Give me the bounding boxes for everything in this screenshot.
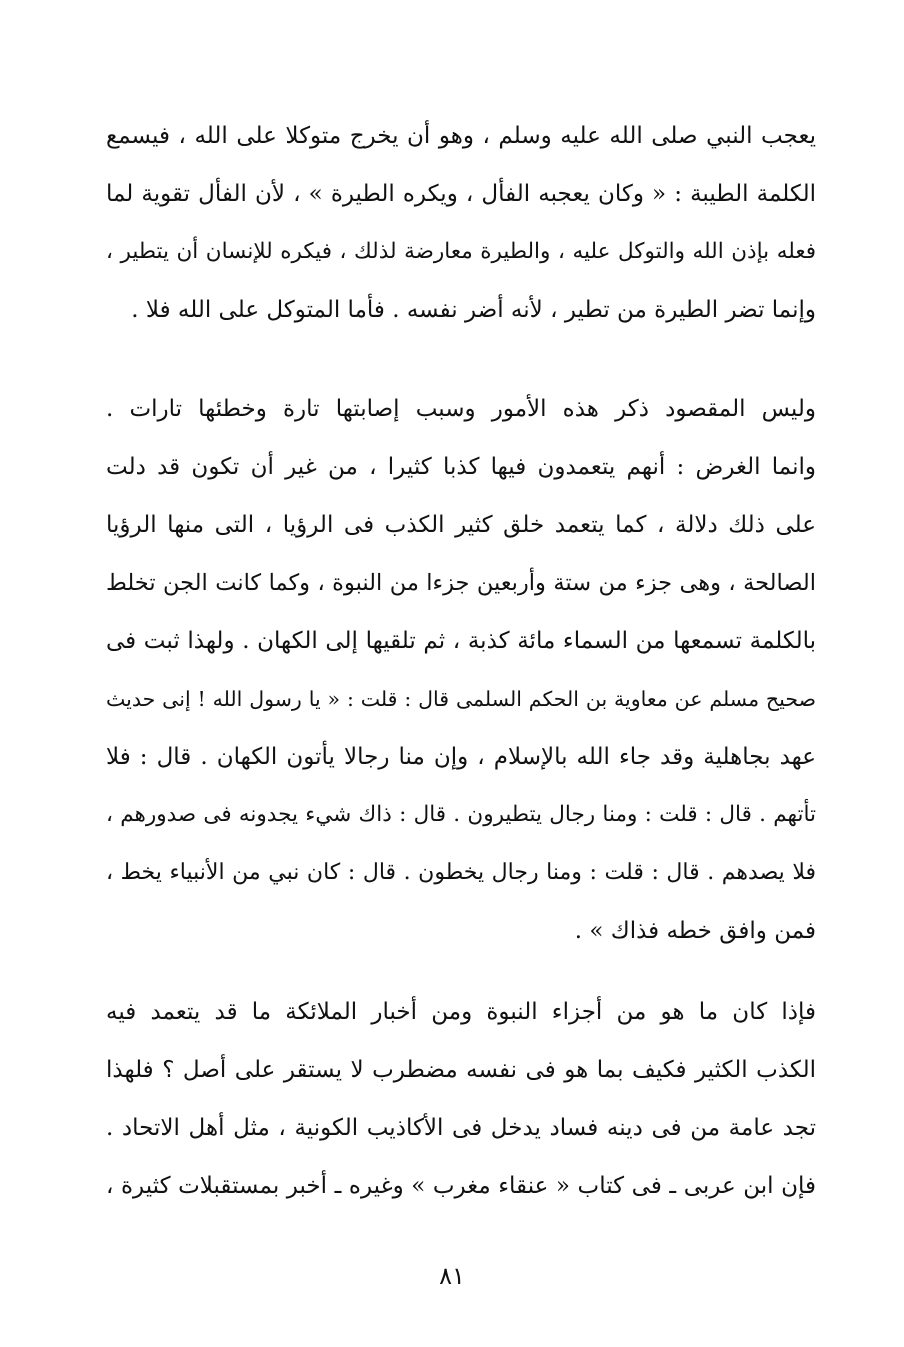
text-line: على ذلك دلالة ، كما يتعمد خلق كثير الكذب فى الرؤيا ، التى منها الرؤيا: [106, 512, 816, 538]
text-line: صحيح مسلم عن معاوية بن الحكم السلمى قال : قلت : « يا رسول الله ! إنى حديث: [106, 687, 816, 711]
text-line: فإذا كان ما هو من أجزاء النبوة ومن أخبار الملائكة ما قد يتعمد فيه: [106, 999, 816, 1025]
text-line: وانما الغرض : أنهم يتعمدون فيها كذبا كثيرا ، من غير أن تكون قد دلت: [106, 454, 816, 480]
text-line: تجد عامة من فى دينه فساد يدخل فى الأكاذيب الكونية ، مثل أهل الاتحاد .: [106, 1115, 816, 1141]
text-line: الكلمة الطيبة : « وكان يعجبه الفأل ، ويكره الطيرة » ، لأن الفأل تقوية لما: [106, 181, 816, 207]
paragraph-2: [106, 380, 816, 960]
text-line: بالكلمة تسمعها من السماء مائة كذبة ، ثم تلقيها إلى الكهان . ولهذا ثبت فى: [106, 628, 816, 654]
paragraph-3: [106, 983, 816, 1215]
text-line: فلا يصدهم . قال : قلت : ومنا رجال يخطون . قال : كان نبي من الأنبياء يخط ،: [106, 860, 816, 885]
text-line: فعله بإذن الله والتوكل عليه ، والطيرة معارضة لذلك ، فيكره للإنسان أن يتطير ،: [106, 239, 816, 264]
text-line: يعجب النبي صلى الله عليه وسلم ، وهو أن يخرج متوكلا على الله ، فيسمع: [106, 123, 816, 149]
text-line: الصالحة ، وهى جزء من ستة وأربعين جزءا من النبوة ، وكما كانت الجن تخلط: [106, 570, 816, 596]
text-line: وإنما تضر الطيرة من تطير ، لأنه أضر نفسه . فأما المتوكل على الله فلا .: [131, 297, 816, 323]
text-line: فمن وافق خطه فذاك » .: [574, 918, 816, 944]
text-line: عهد بجاهلية وقد جاء الله بالإسلام ، وإن منا رجالا يأتون الكهان . قال : فلا: [106, 744, 816, 770]
text-line: وليس المقصود ذكر هذه الأمور وسبب إصابتها تارة وخطئها تارات .: [106, 396, 816, 422]
page-number: ٨١: [439, 1262, 465, 1290]
text-line: الكذب الكثير فكيف بما هو فى نفسه مضطرب لا يستقر على أصل ؟ فلهذا: [106, 1057, 816, 1083]
text-line: فإن ابن عربى ـ فى كتاب « عنقاء مغرب » وغيره ـ أخبر بمستقبلات كثيرة ،: [106, 1173, 816, 1199]
paragraph-1: [106, 107, 816, 339]
text-line: تأتهم . قال : قلت : ومنا رجال يتطيرون . قال : ذاك شيء يجدونه فى صدورهم ،: [106, 802, 816, 827]
